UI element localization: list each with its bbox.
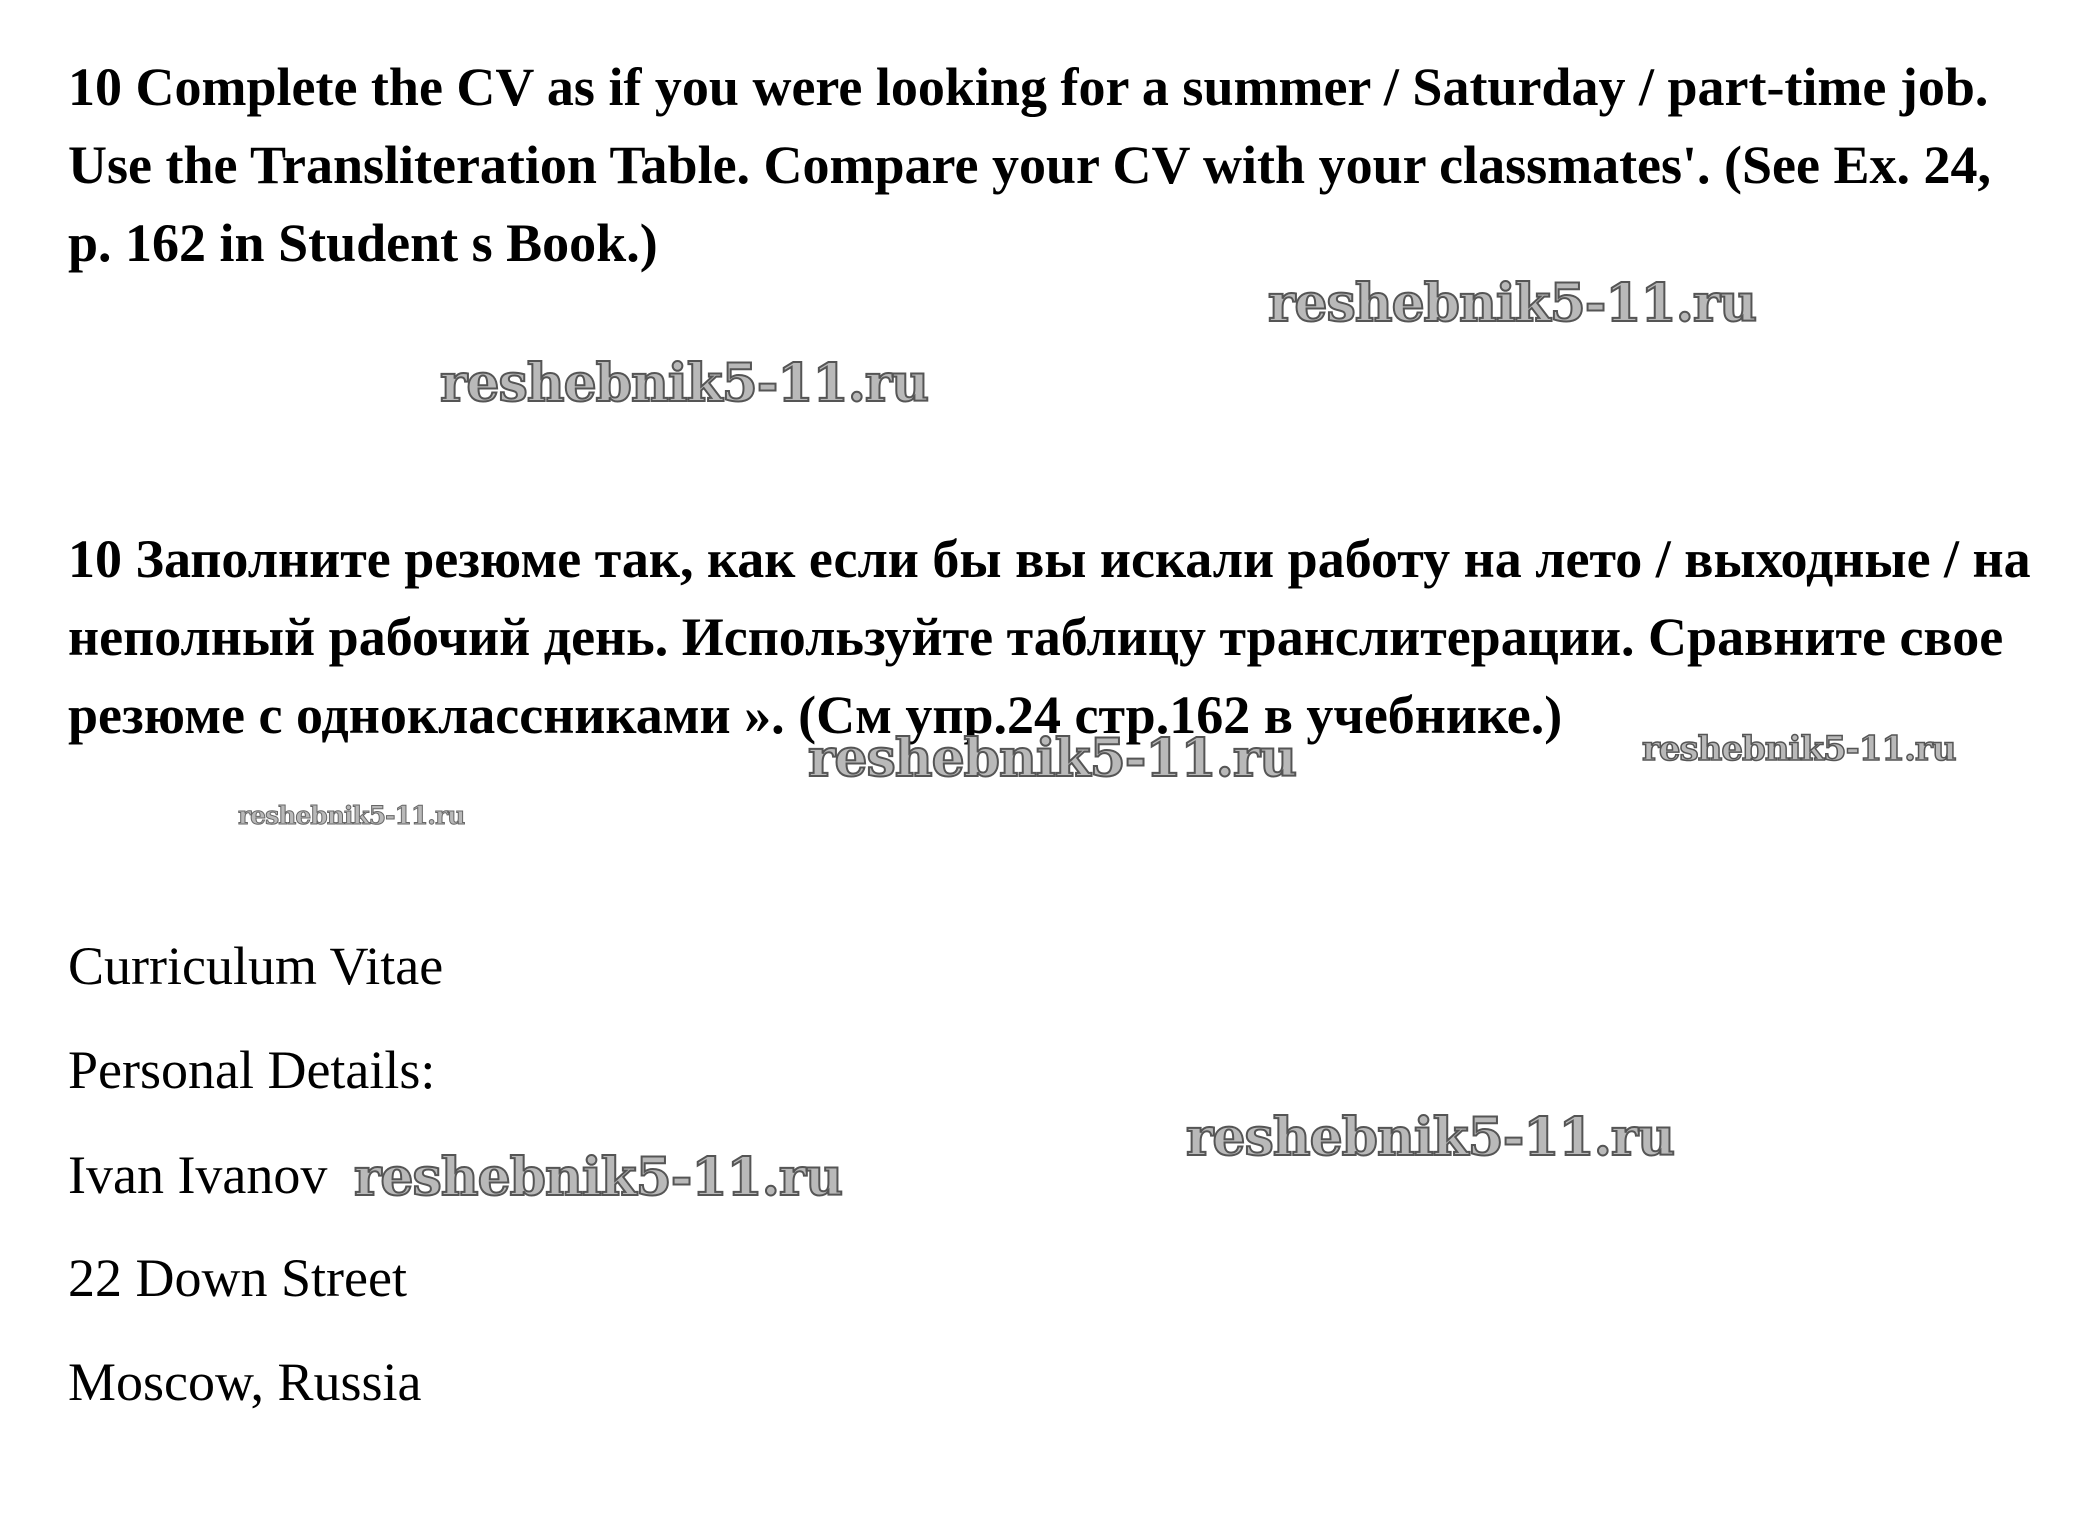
watermark: reshebnik5-11.ru	[1186, 1107, 1675, 1168]
watermark: reshebnik5-11.ru	[238, 801, 465, 830]
cv-title: Curriculum Vitae	[68, 936, 444, 996]
cv-street-address: 22 Down Street	[68, 1248, 407, 1308]
watermark: reshebnik5-11.ru	[808, 728, 1297, 789]
watermark: reshebnik5-11.ru	[1268, 273, 1757, 334]
watermark: reshebnik5-11.ru	[440, 353, 929, 414]
cv-name: Ivan Ivanov	[68, 1145, 328, 1205]
task-instruction-english: 10 Complete the CV as if you were looking for a summer / Saturday / part-time job. Use the Transliteration Table. Compare your CV with your classmates'. (See Ex. 24, p. 162 in Student s Book.)	[68, 57, 1992, 273]
cv-city-country: Moscow, Russia	[68, 1352, 422, 1412]
task-instruction-russian: 10 Заполните резюме так, как если бы вы искали работу на лето / выходные / на неполный рабочий день. Используйте таблицу транслитерации. Сравните свое резюме с одноклассниками ». (См упр.24 стр.162 в учебнике.)	[68, 529, 2031, 745]
cv-section-heading: Personal Details:	[68, 1040, 436, 1100]
watermark: reshebnik5-11.ru	[354, 1147, 843, 1208]
watermark: reshebnik5-11.ru	[1642, 729, 1956, 769]
